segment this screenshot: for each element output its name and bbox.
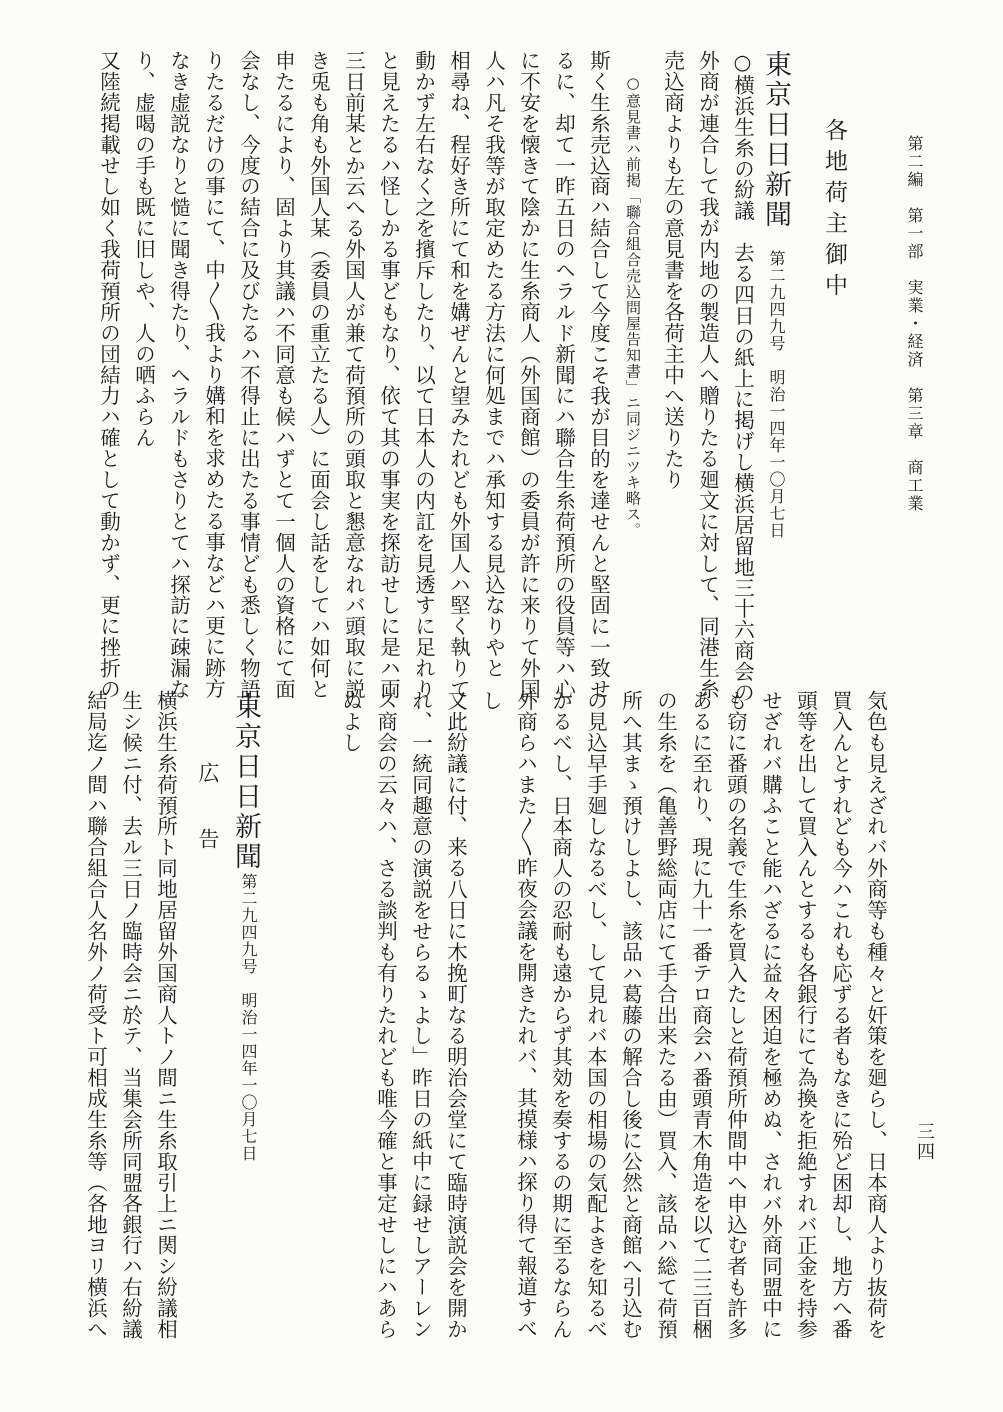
text-column: 又此紛議に付、来る八日に木挽町なる明治会堂にて臨時演説会を開か	[443, 690, 468, 1340]
article1-newspaper-title: 東京日日新聞	[760, 50, 791, 230]
text-column: 人ハ凡そ我等が取定めたる方法に何処までハ承知する見込なりやと	[481, 50, 506, 679]
text-column: 相尋ね、程好き所にて和を媾ぜんと望みたれども外国人ハ堅く執りて	[446, 50, 471, 700]
text-column: るに、却て一昨五日のヘラルド新聞にハ聯合生糸荷預所の役員等ハ心	[551, 50, 576, 700]
text-column: 動かず左右なく之を擯斥したり、以て日本人の内訌を見透すに足れり	[411, 50, 436, 700]
text-column: 所へ其まゝ預けしよし、該品ハ葛藤の解合し後に公然と商館へ引込む	[618, 690, 643, 1340]
text-column: 外商らハまた〳〵昨夜会議を開きたれバ、其摸様ハ探り得て報道すべ	[513, 690, 538, 1339]
advertisement-heading: 広 告	[196, 762, 220, 861]
text-column: の生糸を（亀善野総両店にて手合出来たる由）買入、該品ハ総て荷預	[653, 690, 678, 1340]
addressee: 各地荷主御中	[821, 118, 847, 304]
text-column: 結局迄ノ間ハ聯合組合人名外ノ荷受ト可相成生糸等（各地ヨリ横浜へ	[83, 690, 108, 1340]
text-column: 申たるにより、固より其議ハ不同意も候ハずとて一個人の資格にて面	[271, 50, 296, 700]
text-column: も窃に番頭の名義で生糸を買入たしと荷預所仲間中へ申込む者も許多	[723, 690, 748, 1340]
text-column: 気色も見えざれバ外商等も種々と奸策を廻らし、日本商人より抜荷を	[863, 690, 888, 1340]
text-column: せざれバ購ふこと能ハざるに益々困迫を極めぬ、されバ外商同盟中に	[758, 690, 783, 1340]
article1-issue-date: 第二九四九号 明治一四年一〇月七日	[767, 250, 786, 539]
article2-issue-date: 第二九四九号 明治一四年一〇月七日	[239, 873, 258, 1162]
text-column: 横浜生糸荷預所ト同地居留外国商人トノ間ニ生糸取引上ニ関シ紛議相	[153, 690, 178, 1340]
text-column: かるべし、日本商人の忍耐も遠からず其効を奏するの期に至るならん	[548, 690, 573, 1340]
text-column: なき虚説なりと慥に聞き得たり、ヘラルドもさりとてハ探訪に疎漏な	[166, 50, 191, 700]
text-column: と見えたるハ怪しかる事どもなり、依て其の事実を探訪せしに是ハ両	[376, 50, 401, 700]
text-column: 会なし、今度の結合に及びたるハ不得止に出たる事情ども悉しく物語	[236, 50, 261, 700]
text-column: し	[478, 690, 503, 711]
text-column: ○横浜生糸の紛議 去る四日の紙上に掲げし横浜居留地三十六商会の	[730, 50, 755, 703]
text-column: 又陸続掲載せし如く我荷預所の団結力ハ確として動かず、更に挫折の	[96, 50, 121, 700]
text-column: 三日前某とか云へる外国人が兼て荷預所の頭取と懇意なれバ頭取に説	[341, 50, 366, 700]
editorial-note: ○意見書ハ前掲「聯合組合売込問屋告知書」ニ同ジニツキ略ス。	[624, 74, 642, 539]
text-column: ス商会の云々ハ、さる談判も有りたれども唯今確と事定せしにハあら	[373, 690, 398, 1340]
text-column: ぬよし	[338, 690, 363, 753]
text-column: れ、一統同趣意の演説をせらるゝよし」昨日の紙中に録せしアーレン	[408, 690, 433, 1340]
text-column: 買入んとすれども今ハこれも応ずる者もなきに殆ど困却し、地方へ番	[828, 690, 853, 1340]
page-number: 三四	[914, 1122, 935, 1162]
article2-newspaper-title: 東京日日新聞	[230, 692, 261, 872]
text-column: 頭等を出して買入んとするも各銀行にて為換を拒絶すれバ正金を持参	[793, 690, 818, 1340]
text-column: 売込商よりも左の意見書を各荷主中へ送りたり	[660, 50, 685, 490]
text-column: 斯く生糸売込商ハ結合して今度こそ我が目的を達せんと堅固に一致せ	[586, 50, 611, 700]
text-column: 外商が連合して我が内地の製造人へ贈りたる廻文に対して、同港生糸	[695, 50, 720, 700]
running-head: 第二編 第一部 実業・経済 第三章 商工業	[905, 135, 924, 513]
text-column: き兎も角も外国人某（委員の重立たる人）に面会し話をしてハ如何と	[306, 50, 331, 700]
text-column: あるに至れり、現に九十一番テロ商会ハ番頭青木角造を以て二三百梱	[688, 690, 713, 1340]
text-column: に不安を懐きて陰かに生糸商人（外国商館）の委員が許に来りて外国	[516, 50, 541, 700]
text-column: り、虚喝の手も既に旧しや、人の哂ふらん	[131, 50, 156, 449]
text-column: 生シ候ニ付、去ル三日ノ臨時会ニ於テ、当集会所同盟各銀行ハ右紛議	[118, 690, 143, 1340]
text-column: りたるだけの事にて、中〳〵我より媾和を求めたる事などハ更に跡方	[201, 50, 226, 699]
text-column: の見込早手廻しなるべし、して見れバ本国の相場の気配よきを知るべ	[583, 690, 608, 1340]
